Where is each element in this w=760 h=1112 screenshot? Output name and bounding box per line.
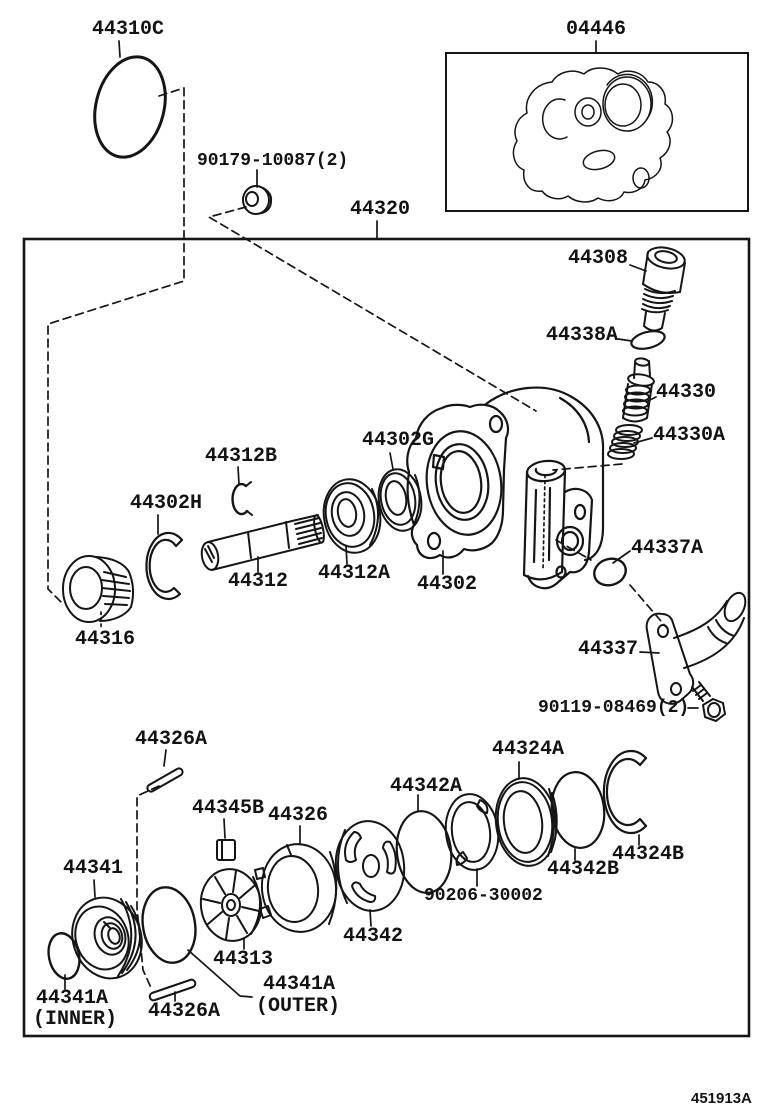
snap-ring-44324b: [604, 751, 646, 833]
part-label-outer-note: (OUTER): [256, 995, 341, 1018]
snap-ring-44312b: [233, 482, 252, 515]
part-label-44345b: 44345B: [192, 797, 265, 820]
pump-housing-44302: [407, 388, 603, 589]
part-label-44338a: 44338A: [546, 324, 619, 347]
gasket-kit-box: [446, 53, 748, 211]
gasket-kit-drawing: [513, 68, 672, 202]
pin-44326a-lower: [150, 980, 196, 1001]
part-label-44341: 44341: [63, 857, 124, 880]
bearing-44312a: [318, 475, 386, 558]
pin-alignment-dash-path: [137, 786, 159, 990]
part-label-44308: 44308: [568, 247, 629, 270]
gasket-44338a: [630, 328, 667, 352]
part-label-44341a-outer: 44341A: [263, 973, 336, 996]
part-label-44342b: 44342B: [547, 858, 620, 881]
cam-ring-44326: [255, 840, 340, 935]
valve-44330: [623, 358, 655, 422]
part-label-44320: 44320: [350, 198, 411, 221]
part-label-04446: 04446: [566, 18, 627, 41]
part-label-44302: 44302: [417, 573, 478, 596]
snap-ring-44302h: [146, 533, 182, 599]
part-label-44330a: 44330A: [653, 424, 726, 447]
part-label-90206-30002: 90206-30002: [424, 886, 543, 906]
nut-dash-path: [209, 207, 536, 411]
part-label-44342a: 44342A: [390, 775, 463, 798]
part-label-inner-note: (INNER): [33, 1008, 118, 1031]
plug-44308: [642, 244, 687, 330]
part-label-44326a-lower: 44326A: [148, 1000, 221, 1023]
part-label-44324a: 44324A: [492, 738, 565, 761]
shaft-44312: [200, 514, 326, 571]
oring-44310c-dash-path: [48, 88, 184, 603]
part-label-44337: 44337: [578, 638, 639, 661]
part-label-44310c: 44310C: [92, 18, 165, 41]
part-label-90179-10087: 90179-10087(2): [197, 151, 349, 171]
part-label-44326: 44326: [268, 804, 329, 827]
figure-code: 451913A: [691, 1090, 752, 1107]
oring-44341a-outer: [137, 883, 201, 967]
oil-seal-44302g: [374, 466, 426, 534]
part-label-44316: 44316: [75, 628, 136, 651]
nut-90179: [243, 186, 271, 214]
part-label-44302g: 44302G: [362, 429, 435, 452]
part-label-44337a: 44337A: [631, 537, 704, 560]
key-44345b: [217, 840, 235, 860]
part-label-44342: 44342: [343, 925, 404, 948]
side-plate-44342: [331, 818, 408, 915]
part-label-44312a: 44312A: [318, 562, 391, 585]
spline-bushing-44316: [63, 556, 133, 622]
part-label-44324b: 44324B: [612, 843, 685, 866]
oring-44337a: [591, 555, 629, 590]
part-label-44326a-upper: 44326A: [135, 728, 208, 751]
part-label-44312b: 44312B: [205, 445, 278, 468]
part-label-90119-08469: 90119-08469(2): [538, 698, 690, 718]
part-label-44330: 44330: [656, 381, 717, 404]
rotor-44313: [196, 865, 265, 945]
part-label-44312: 44312: [228, 570, 289, 593]
part-label-44302h: 44302H: [130, 492, 203, 515]
part-label-44341a-inner: 44341A: [36, 987, 109, 1010]
oring-44310c: [85, 49, 176, 164]
part-label-44313: 44313: [213, 948, 274, 971]
bolt-90119: [692, 682, 725, 721]
cover-44324a: [491, 775, 561, 870]
